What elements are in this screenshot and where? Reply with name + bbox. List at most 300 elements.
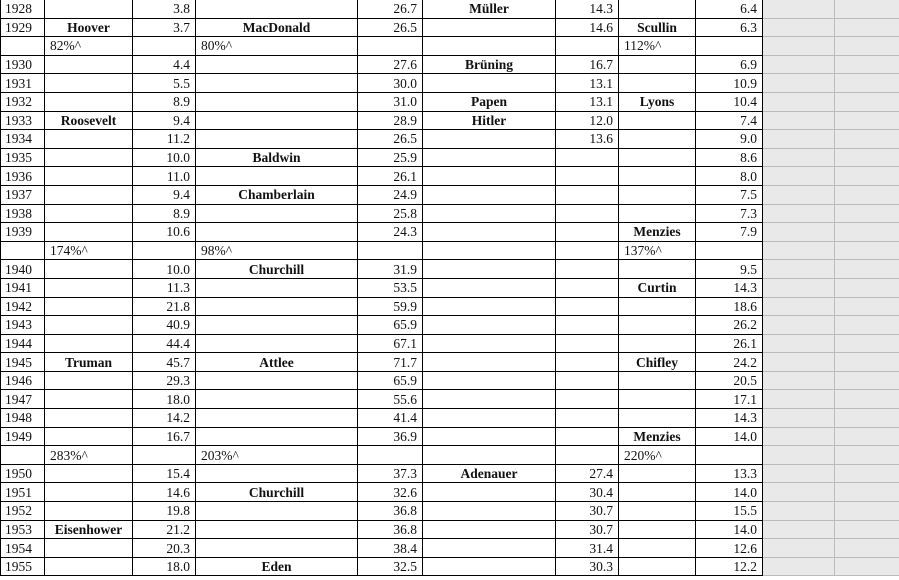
cell-de-val [556,409,619,428]
cell-de-val: 14.6 [556,18,619,37]
cell-year: 1943 [1,316,45,335]
cell-au-val: 15.5 [696,502,763,521]
cell-de-val [556,204,619,223]
cell-uk-val: 67.1 [358,334,423,353]
cell-us-val: 18.0 [133,557,196,576]
cell-au-pct: 220%^ [619,446,696,465]
cell-au-val: 10.4 [696,92,763,111]
cell-au-val: 7.3 [696,204,763,223]
cell-uk-val: 32.5 [358,557,423,576]
empty-cell [696,37,763,56]
empty-cell [133,241,196,260]
empty-cell [133,37,196,56]
cell-au-val: 14.3 [696,278,763,297]
cell-au-val: 14.0 [696,427,763,446]
cell-year: 1936 [1,167,45,186]
cell-us-leader [45,204,133,223]
cell-us-pct: 174%^ [45,241,133,260]
blank-side-cell [835,539,899,558]
cell-de-val: 30.4 [556,483,619,502]
cell-de-val: 13.1 [556,92,619,111]
cell-uk-leader: Churchill [196,260,358,279]
table-row [1,0,899,18]
cell-au-val: 14.0 [696,520,763,539]
cell-uk-pct: 203%^ [196,446,358,465]
cell-us-val: 10.6 [133,223,196,242]
cell-uk-val: 41.4 [358,409,423,428]
blank-side-cell [835,409,899,428]
cell-uk-leader [196,278,358,297]
blank-side-cell [835,18,899,37]
blank-side-cell [763,464,835,483]
cell-uk-leader [196,427,358,446]
cell-us-leader [45,0,133,18]
cell-de-leader: Adenauer [423,464,556,483]
cell-de-leader [423,334,556,353]
percent-row [1,446,899,465]
cell-de-leader [423,353,556,372]
cell-de-val [556,260,619,279]
cell-au-val: 26.1 [696,334,763,353]
cell-us-leader [45,464,133,483]
blank-side-cell [763,371,835,390]
cell-us-val: 40.9 [133,316,196,335]
cell-uk-leader [196,539,358,558]
cell-au-leader [619,148,696,167]
table-row [1,427,899,446]
empty-cell [556,37,619,56]
cell-de-leader [423,483,556,502]
cell-de-val [556,167,619,186]
cell-us-leader: Roosevelt [45,111,133,130]
cell-year: 1947 [1,390,45,409]
blank-side-cell [763,37,835,56]
cell-us-val: 5.5 [133,74,196,93]
blank-side-cell [763,390,835,409]
cell-de-leader [423,390,556,409]
cell-de-leader [423,297,556,316]
cell-uk-val: 37.3 [358,464,423,483]
cell-de-leader [423,185,556,204]
cell-uk-val: 26.1 [358,167,423,186]
table-row [1,148,899,167]
blank-side-cell [835,130,899,149]
cell-uk-leader [196,409,358,428]
cell-year: 1935 [1,148,45,167]
cell-au-val: 12.2 [696,557,763,576]
cell-us-val: 10.0 [133,260,196,279]
cell-us-leader [45,55,133,74]
cell-de-val: 30.3 [556,557,619,576]
cell-uk-val: 26.5 [358,130,423,149]
cell-uk-leader [196,334,358,353]
cell-de-leader [423,223,556,242]
cell-us-val: 8.9 [133,204,196,223]
blank-side-cell [835,464,899,483]
blank-side-cell [763,74,835,93]
cell-uk-leader [196,371,358,390]
blank-side-cell [763,557,835,576]
cell-year: 1929 [1,18,45,37]
table-row [1,520,899,539]
cell-au-val: 24.2 [696,353,763,372]
table-row [1,557,899,576]
cell-de-val: 30.7 [556,520,619,539]
table-row [1,539,899,558]
blank-side-cell [763,204,835,223]
cell-au-leader [619,502,696,521]
cell-uk-val: 26.7 [358,0,423,18]
cell-au-val: 9.5 [696,260,763,279]
blank-side-cell [835,55,899,74]
cell-year: 1950 [1,464,45,483]
blank-side-cell [763,278,835,297]
cell-de-leader [423,148,556,167]
table-row [1,55,899,74]
cell-uk-val: 55.6 [358,390,423,409]
cell-uk-leader: Churchill [196,483,358,502]
cell-uk-leader: Eden [196,557,358,576]
cell-uk-val: 36.8 [358,520,423,539]
table-body [1,0,899,576]
blank-side-cell [763,409,835,428]
blank-side-cell [763,353,835,372]
cell-uk-val: 38.4 [358,539,423,558]
cell-uk-leader: Baldwin [196,148,358,167]
empty-cell [423,37,556,56]
cell-de-leader: Hitler [423,111,556,130]
cell-au-val: 14.0 [696,483,763,502]
cell-uk-leader [196,55,358,74]
cell-de-val: 14.3 [556,0,619,18]
cell-de-val: 13.6 [556,130,619,149]
cell-au-val: 17.1 [696,390,763,409]
blank-side-cell [763,334,835,353]
cell-de-val: 27.4 [556,464,619,483]
cell-au-val: 7.9 [696,223,763,242]
cell-de-val [556,353,619,372]
blank-side-cell [763,223,835,242]
blank-side-cell [835,316,899,335]
cell-us-val: 4.4 [133,55,196,74]
cell-us-val: 18.0 [133,390,196,409]
cell-uk-val: 24.3 [358,223,423,242]
blank-side-cell [835,390,899,409]
cell-de-val [556,427,619,446]
cell-au-leader [619,111,696,130]
cell-au-val: 7.4 [696,111,763,130]
table-row [1,185,899,204]
cell-au-val: 12.6 [696,539,763,558]
cell-au-leader [619,185,696,204]
table-row [1,371,899,390]
cell-year: 1953 [1,520,45,539]
empty-cell [1,241,45,260]
cell-au-leader [619,204,696,223]
cell-year: 1928 [1,0,45,18]
cell-uk-leader: Attlee [196,353,358,372]
blank-side-cell [763,55,835,74]
empty-cell [556,446,619,465]
cell-us-val: 45.7 [133,353,196,372]
cell-us-val: 29.3 [133,371,196,390]
cell-us-val: 21.8 [133,297,196,316]
empty-cell [358,241,423,260]
cell-uk-leader [196,464,358,483]
cell-de-val: 31.4 [556,539,619,558]
blank-side-cell [763,446,835,465]
blank-side-cell [835,483,899,502]
cell-us-pct: 283%^ [45,446,133,465]
cell-uk-leader [196,520,358,539]
cell-us-val: 11.3 [133,278,196,297]
cell-year: 1942 [1,297,45,316]
cell-au-val: 8.6 [696,148,763,167]
empty-cell [556,241,619,260]
cell-au-val: 8.0 [696,167,763,186]
table-row [1,316,899,335]
table-row [1,204,899,223]
table-row [1,92,899,111]
cell-de-leader [423,260,556,279]
cell-uk-val: 31.9 [358,260,423,279]
table-row [1,167,899,186]
blank-side-cell [835,204,899,223]
cell-year: 1937 [1,185,45,204]
empty-cell [358,37,423,56]
blank-side-cell [835,223,899,242]
cell-us-leader [45,148,133,167]
percent-row [1,37,899,56]
cell-au-val: 6.9 [696,55,763,74]
cell-uk-leader [196,167,358,186]
blank-side-cell [763,260,835,279]
cell-au-leader [619,390,696,409]
cell-de-leader [423,371,556,390]
cell-us-leader [45,92,133,111]
blank-side-cell [835,446,899,465]
blank-side-cell [763,130,835,149]
table-row [1,334,899,353]
empty-cell [696,446,763,465]
cell-year: 1944 [1,334,45,353]
cell-au-leader: Scullin [619,18,696,37]
cell-de-leader [423,18,556,37]
cell-au-leader [619,557,696,576]
cell-uk-val: 28.9 [358,111,423,130]
cell-uk-val: 26.5 [358,18,423,37]
cell-uk-val: 36.9 [358,427,423,446]
empty-cell [358,446,423,465]
cell-us-val: 8.9 [133,92,196,111]
cell-au-leader [619,409,696,428]
cell-year: 1948 [1,409,45,428]
cell-au-val: 10.9 [696,74,763,93]
cell-uk-val: 59.9 [358,297,423,316]
table-row [1,502,899,521]
cell-us-val: 9.4 [133,185,196,204]
cell-de-val [556,390,619,409]
cell-au-leader: Curtin [619,278,696,297]
cell-de-leader [423,557,556,576]
cell-au-val: 13.3 [696,464,763,483]
cell-au-val: 14.3 [696,409,763,428]
cell-au-leader: Menzies [619,427,696,446]
cell-de-val [556,148,619,167]
blank-side-cell [763,502,835,521]
cell-de-val [556,223,619,242]
cell-uk-leader [196,130,358,149]
blank-side-cell [763,167,835,186]
blank-side-cell [763,18,835,37]
cell-uk-pct: 80%^ [196,37,358,56]
table-row [1,353,899,372]
cell-de-val [556,371,619,390]
cell-us-leader [45,409,133,428]
table-row [1,260,899,279]
cell-us-val: 14.2 [133,409,196,428]
cell-au-leader: Menzies [619,223,696,242]
cell-au-leader [619,371,696,390]
blank-side-cell [763,148,835,167]
blank-side-cell [763,520,835,539]
cell-us-val: 21.2 [133,520,196,539]
cell-us-leader [45,223,133,242]
cell-de-leader [423,204,556,223]
cell-us-val: 20.3 [133,539,196,558]
blank-side-cell [835,297,899,316]
cell-au-val: 6.3 [696,18,763,37]
cell-au-leader [619,260,696,279]
cell-year: 1938 [1,204,45,223]
cell-de-val: 12.0 [556,111,619,130]
cell-us-leader: Truman [45,353,133,372]
cell-us-leader [45,557,133,576]
cell-de-leader [423,130,556,149]
cell-us-leader [45,185,133,204]
cell-de-val: 16.7 [556,55,619,74]
blank-side-cell [763,185,835,204]
cell-uk-pct: 98%^ [196,241,358,260]
cell-us-leader [45,483,133,502]
empty-cell [423,446,556,465]
blank-side-cell [763,316,835,335]
empty-cell [133,446,196,465]
cell-au-pct: 137%^ [619,241,696,260]
cell-uk-val: 65.9 [358,316,423,335]
blank-side-cell [763,111,835,130]
blank-side-cell [835,241,899,260]
cell-uk-leader [196,74,358,93]
table-row [1,409,899,428]
blank-side-cell [763,427,835,446]
cell-year: 1933 [1,111,45,130]
cell-au-val: 9.0 [696,130,763,149]
cell-de-val [556,185,619,204]
cell-year: 1955 [1,557,45,576]
blank-side-cell [835,260,899,279]
cell-au-leader [619,539,696,558]
blank-side-cell [763,241,835,260]
cell-au-leader: Lyons [619,92,696,111]
cell-year: 1941 [1,278,45,297]
cell-us-leader [45,390,133,409]
blank-side-cell [835,0,899,18]
cell-uk-val: 36.8 [358,502,423,521]
table-row [1,111,899,130]
cell-de-val [556,316,619,335]
blank-side-cell [763,0,835,18]
cell-us-val: 44.4 [133,334,196,353]
cell-us-val: 14.6 [133,483,196,502]
cell-au-leader [619,316,696,335]
cell-au-leader [619,297,696,316]
table-row [1,278,899,297]
cell-uk-val: 24.9 [358,185,423,204]
blank-side-cell [835,353,899,372]
blank-side-cell [763,483,835,502]
cell-uk-leader [196,204,358,223]
cell-de-val: 30.7 [556,502,619,521]
cell-de-val [556,278,619,297]
cell-de-leader [423,316,556,335]
table-row [1,223,899,242]
table-row [1,74,899,93]
cell-us-leader [45,130,133,149]
cell-uk-leader [196,502,358,521]
blank-side-cell [835,185,899,204]
empty-cell [423,241,556,260]
blank-side-cell [763,297,835,316]
cell-au-val: 7.5 [696,185,763,204]
table-row [1,390,899,409]
cell-year: 1954 [1,539,45,558]
cell-us-val: 15.4 [133,464,196,483]
table-row [1,483,899,502]
cell-year: 1934 [1,130,45,149]
cell-au-val: 26.2 [696,316,763,335]
table-row [1,18,899,37]
cell-year: 1932 [1,92,45,111]
cell-uk-leader [196,0,358,18]
cell-de-leader [423,520,556,539]
cell-us-leader [45,167,133,186]
cell-us-leader [45,260,133,279]
cell-uk-leader [196,297,358,316]
cell-au-val: 20.5 [696,371,763,390]
cell-au-leader [619,334,696,353]
cell-us-leader [45,427,133,446]
cell-uk-val: 53.5 [358,278,423,297]
table-row [1,297,899,316]
cell-uk-val: 25.9 [358,148,423,167]
cell-us-val: 3.7 [133,18,196,37]
cell-au-leader [619,74,696,93]
cell-de-val: 13.1 [556,74,619,93]
cell-uk-val: 27.6 [358,55,423,74]
cell-uk-val: 30.0 [358,74,423,93]
blank-side-cell [835,371,899,390]
cell-au-pct: 112%^ [619,37,696,56]
blank-side-cell [835,111,899,130]
blank-side-cell [835,502,899,521]
cell-de-leader [423,74,556,93]
cell-au-leader: Chifley [619,353,696,372]
blank-side-cell [835,557,899,576]
cell-us-leader: Hoover [45,18,133,37]
cell-year: 1949 [1,427,45,446]
cell-year: 1952 [1,502,45,521]
